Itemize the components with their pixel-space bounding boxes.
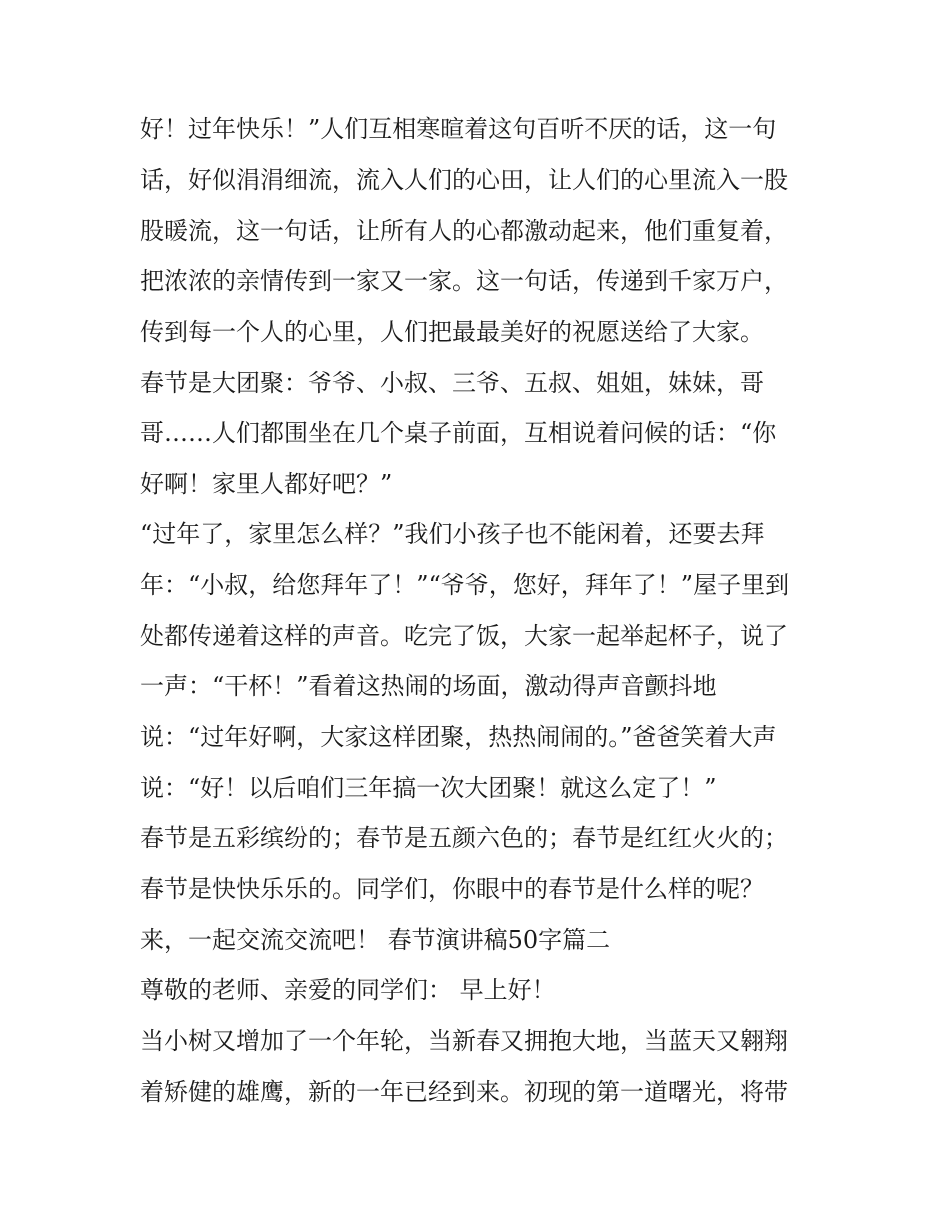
text-line: 处都传递着这样的声音。吃完了饭，大家一起举起杯子，说了 [140, 622, 788, 650]
text-line: 春节是快快乐乐的。同学们，你眼中的春节是什么样的呢？ [140, 875, 764, 903]
text-line: 把浓浓的亲情传到一家又一家。这一句话，传递到千家万户， [140, 267, 788, 295]
text-line: “过年了，家里怎么样？”我们小孩子也不能闲着，还要去拜 [140, 520, 765, 548]
text-line: 说：“过年好啊，大家这样团聚，热热闹闹的。”爸爸笑着大声 [140, 723, 777, 751]
text-line: 好！过年快乐！”人们互相寒暄着这句百听不厌的话，这一句 [140, 115, 777, 143]
text-line: 尊敬的老师、亲爱的同学们： 早上好！ [140, 976, 556, 1004]
text-line: 年：“小叔，给您拜年了！”“爷爷，您好，拜年了！”屋子里到 [140, 571, 790, 599]
text-line: 说：“好！以后咱们三年搞一次大团聚！就这么定了！” [140, 774, 717, 802]
text-line: 春节是五彩缤纷的；春节是五颜六色的；春节是红红火火的； [140, 824, 788, 852]
text-line: 传到每一个人的心里，人们把最最美好的祝愿送给了大家。 [140, 318, 764, 346]
text-line: 当小树又增加了一个年轮，当新春又拥抱大地，当蓝天又翱翔 [140, 1027, 788, 1055]
text-line: 来，一起交流交流吧！ 春节演讲稿50字篇二 [140, 926, 611, 954]
text-line: 话，好似涓涓细流，流入人们的心田，让人们的心里流入一股 [140, 166, 788, 194]
text-line: 股暖流，这一句话，让所有人的心都激动起来，他们重复着， [140, 217, 788, 245]
text-line: 春节是大团聚：爷爷、小叔、三爷、五叔、姐姐，妹妹，哥 [140, 369, 764, 397]
text-line: 一声：“干杯！”看着这热闹的场面，激动得声音颤抖地 [140, 672, 717, 700]
text-line: 着矫健的雄鹰，新的一年已经到来。初现的第一道曙光，将带 [140, 1078, 788, 1106]
text-line: 哥……人们都围坐在几个桌子前面，互相说着问候的话：“你 [140, 419, 777, 447]
text-line: 好啊！家里人都好吧？” [140, 470, 393, 498]
